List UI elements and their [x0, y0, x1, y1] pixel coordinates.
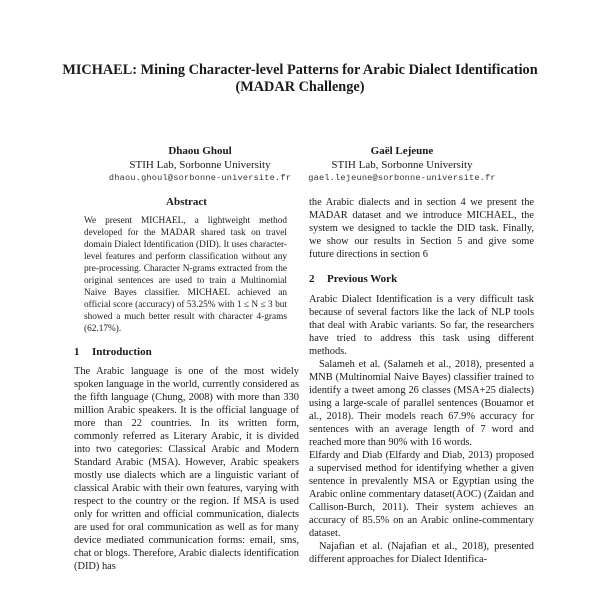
author-1 [85, 145, 315, 186]
section-number: 1 [74, 346, 80, 358]
author-affiliation: STIH Lab, Sorbonne University [331, 158, 473, 171]
paper-title: MICHAEL: Mining Character-level Patterns for Arabic Dialect Identification (MADAR Challenge) [62, 62, 538, 95]
abstract-text: We present MICHAEL, a lightweight method developed for the MADAR shared task on travel domain Dialect Identification (DID). It uses character-level features and perform classification without any pre-processing. Character N-grams extracted from the original sentences are used to train a Multinomial Naive Bayes classifier. MICHAEL achieved an official score (accuracy) of 53.25% with 1 ≤ N ≤ 3 but showed a much better result with character 4-grams (62.17%). [84, 216, 287, 334]
author-2 [287, 145, 517, 186]
right-column [309, 196, 534, 566]
introduction-paragraph: The Arabic language is one of the most widely spoken language in the world, currently considered as the fifth language (Chung, 2008) with more than 330 million Arabic speakers. It is the official language of more than 22 countries. In its written form, commonly referred as Literary Arabic, it is divided into two categories: Classical Arabic and Modern Standard Arabic (MSA). However, Arabic speakers mostly use dialects which are a linguistic variant of classical Arabic with their own features, varying with respect to the country or the region. If MSA is used only for written and official communication, dialects are used for oral communication as well as for many device mediated communication forms: email, sms, chat or blogs. Therefore, Arabic dialects identification (DID) has [74, 366, 299, 572]
section-label: Previous Work [327, 273, 398, 285]
salameh-paragraph: Salameh et al. (Salameh et al., 2018), presented a MNB (Multinomial Naive Bayes) classifier trained to identify a tweet among 26 classes (MSA+25 dialects) using a large-scale of parallel sentences (Bouamor et al., 2018). Their models reach 67.9% accuracy for sentences with an average length of 7 word and reached more than 90% with 16 words. [309, 359, 534, 448]
section-label: Introduction [92, 346, 152, 358]
author-email: dhaou.ghoul@sorbonne-universite.fr [108, 173, 292, 183]
section-heading-previous-work [309, 273, 534, 286]
abstract-heading: Abstract [166, 196, 207, 208]
left-column [74, 196, 299, 573]
author-name: Dhaou Ghoul [168, 145, 232, 157]
author-email: gael.lejeune@sorbonne-universite.fr [308, 173, 496, 183]
elfardy-paragraph: Elfardy and Diab (Elfardy and Diab, 2013) proposed a supervised method for identifying whether a given sentence in prevalently MSA or Egyptian using the Arabic online commentary dataset(AOC) (Zaidan and Callison-Burch, 2011). Their system achieves an accuracy of 85.5% on an Arabic online-commentary dataset. [309, 450, 534, 539]
introduction-continued: the Arabic dialects and in section 4 we present the MADAR dataset and we introduce MICHAEL, the system we designed to tackle the DID task. Finally, we show our results in Section 5 and give some future directions in section 6 [309, 197, 534, 260]
author-affiliation: STIH Lab, Sorbonne University [129, 158, 271, 171]
section-number: 2 [309, 273, 315, 285]
author-name: Gaël Lejeune [370, 145, 434, 157]
section-heading-introduction [74, 346, 299, 359]
previous-work-paragraph: Arabic Dialect Identification is a very difficult task because of several factors like the lack of NLP tools that deal with Arabic variants. So far, the researchers have tried to address this task using different methods. [309, 294, 534, 357]
najafian-paragraph: Najafian et al. (Najafian et al., 2018), presented different approaches for Dialect Identifica- [309, 541, 534, 565]
